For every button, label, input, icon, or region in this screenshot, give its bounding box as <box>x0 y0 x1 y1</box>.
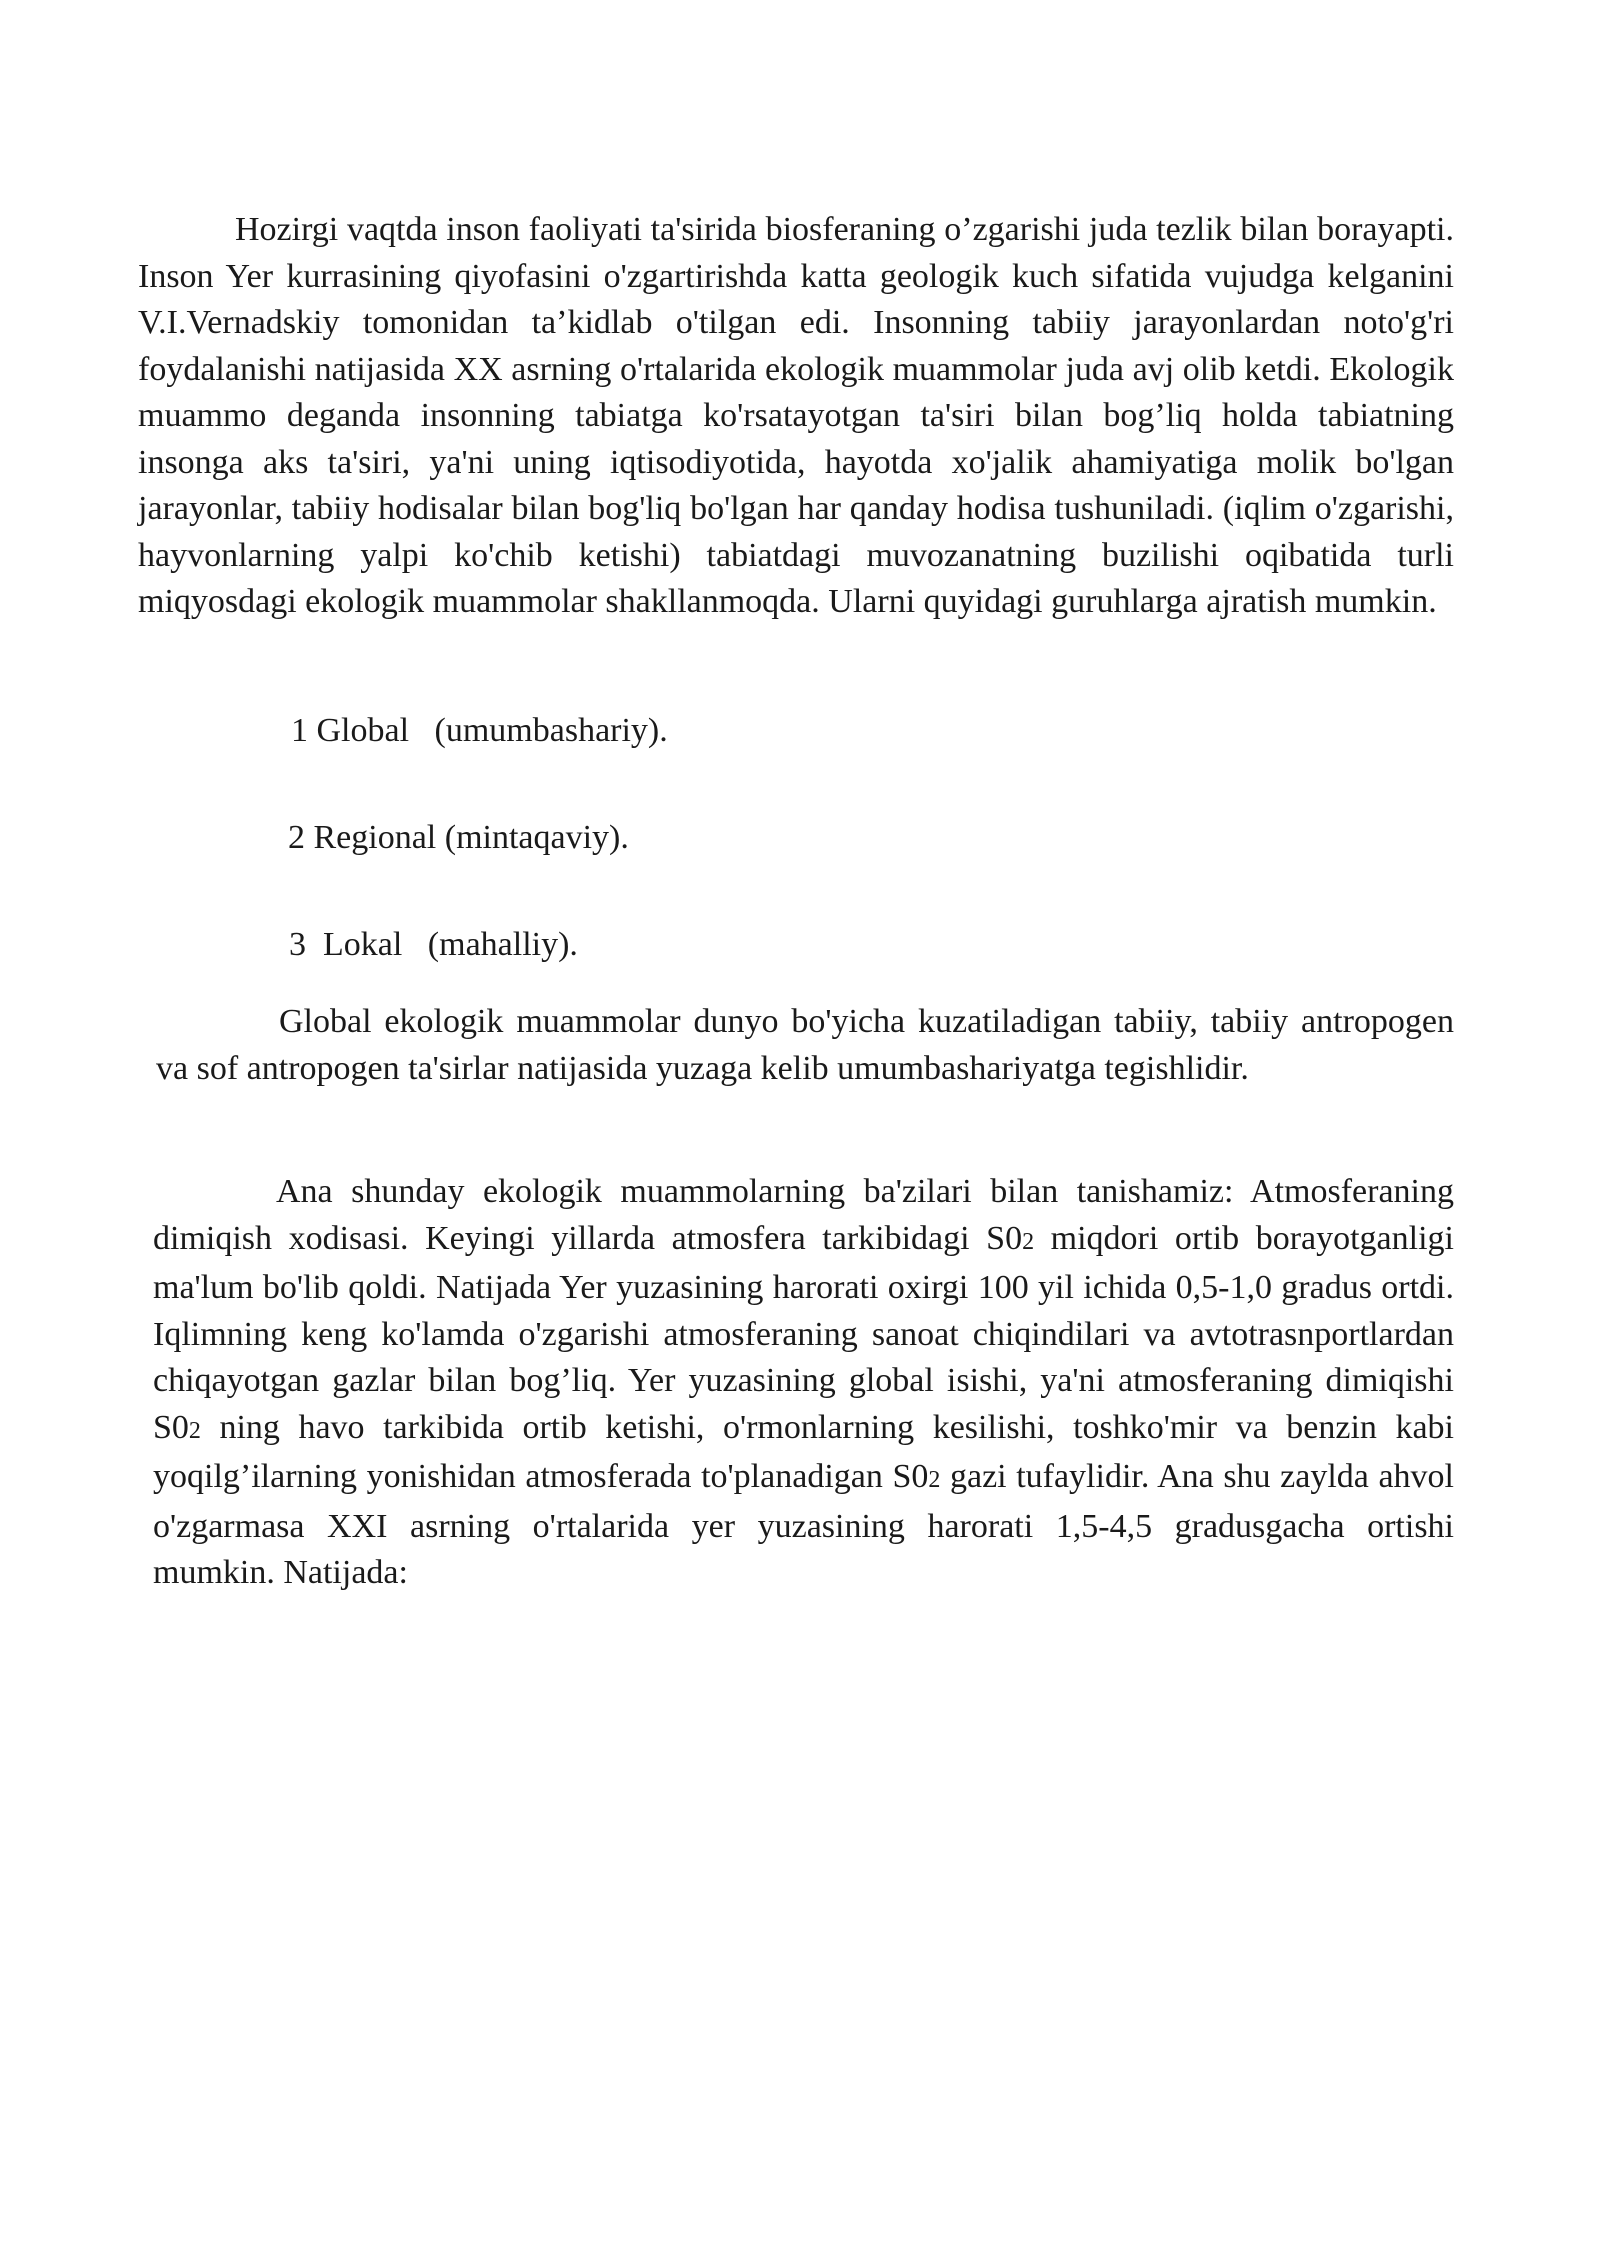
greenhouse-text-part-1: Ana shunday ekologik muammolarning ba'zilari bilan tanishamiz: Atmosferaning dimiqish xodisasi. Keyingi yillarda atmosfera tarkibidagi S0 <box>153 1173 1454 1257</box>
greenhouse-text-part-4: gazi tufaylidir. Ana shu zaylda ahvol o'zgarmasa XXI asrning o'rtalarida yer yuzasining harorati 1,5-4,5 gradusgacha ortishi mumkin. Natijada: <box>153 1458 1455 1591</box>
global-problems-paragraph: Global ekologik muammolar dunyo bo'yicha kuzatiladigan tabiiy, tabiiy antropogen va sof antropogen ta'sirlar natijasida yuzaga kelib umumbashariyatga tegishlidir. <box>156 1003 1454 1087</box>
greenhouse-text-part-2: miqdori ortib borayotganligi ma'lum bo'lib qoldi. Natijada Yer yuzasining harorati oxirgi 100 yil ichida 0,5-1,0 gradus ortdi. Iqlimning keng ko'lamda o'zgarishi atmosferaning sanoat chiqindilari va avtotrasnportlardan chiqayotgan gazlar bilan bog’liq. Yer yuzasining global isishi, ya'ni atmosferaning dimiqishi S0 <box>153 1219 1454 1446</box>
list-item-global: 1 Global (umumbashariy). <box>291 712 668 749</box>
subscript-2: 2 <box>928 1467 941 1493</box>
list-item-regional: 2 Regional (mintaqaviy). <box>288 819 629 856</box>
subscript-2: 2 <box>188 1417 201 1444</box>
intro-paragraph: Hozirgi vaqtda inson faoliyati ta'sirida biosferaning o’zgarishi juda tezlik bilan borayapti. Inson Yer kurrasining qiyofasini o'zgartirishda katta geologik kuch sifatida vujudga kelganini V.I.Vernadskiy tomonidan ta’kidlab o'tilgan edi. Insonning tabiiy jarayonlardan noto'g'ri foydalanishi natijasida XX asrning o'rtalarida ekologik muammolar juda avj olib ketdi. Ekologik muammo deganda insonning tabiatga ko'rsatayotgan ta'siri bilan bog’liq holda tabiatning insonga aks ta'siri, ya'ni uning iqtisodiyotida, hayotda xo'jalik ahamiyatiga molik bo'lgan jarayonlar, tabiiy hodisalar bilan bog'liq bo'lgan har qanday hodisa tushuniladi. (iqlim o'zgarishi, hayvonlarning yalpi ko'chib ketishi) tabiatdagi muvozanatning buzilishi oqibatida turli miqyosdagi ekologik muammolar shakllanmoqda. Ularni quyidagi guruhlarga ajratish mumkin. <box>138 211 1454 620</box>
subscript-2: 2 <box>1022 1228 1035 1255</box>
greenhouse-paragraph <box>153 1169 1454 1597</box>
greenhouse-text-part-3: ning havo tarkibida ortib ketishi, o'rmonlarning kesilishi, toshko'mir va benzin kabi yoqilg’ilarning yonishidan atmosferada to'planadigan S0 <box>153 1408 1454 1495</box>
list-item-local: 3 Lokal (mahalliy). <box>289 926 578 963</box>
